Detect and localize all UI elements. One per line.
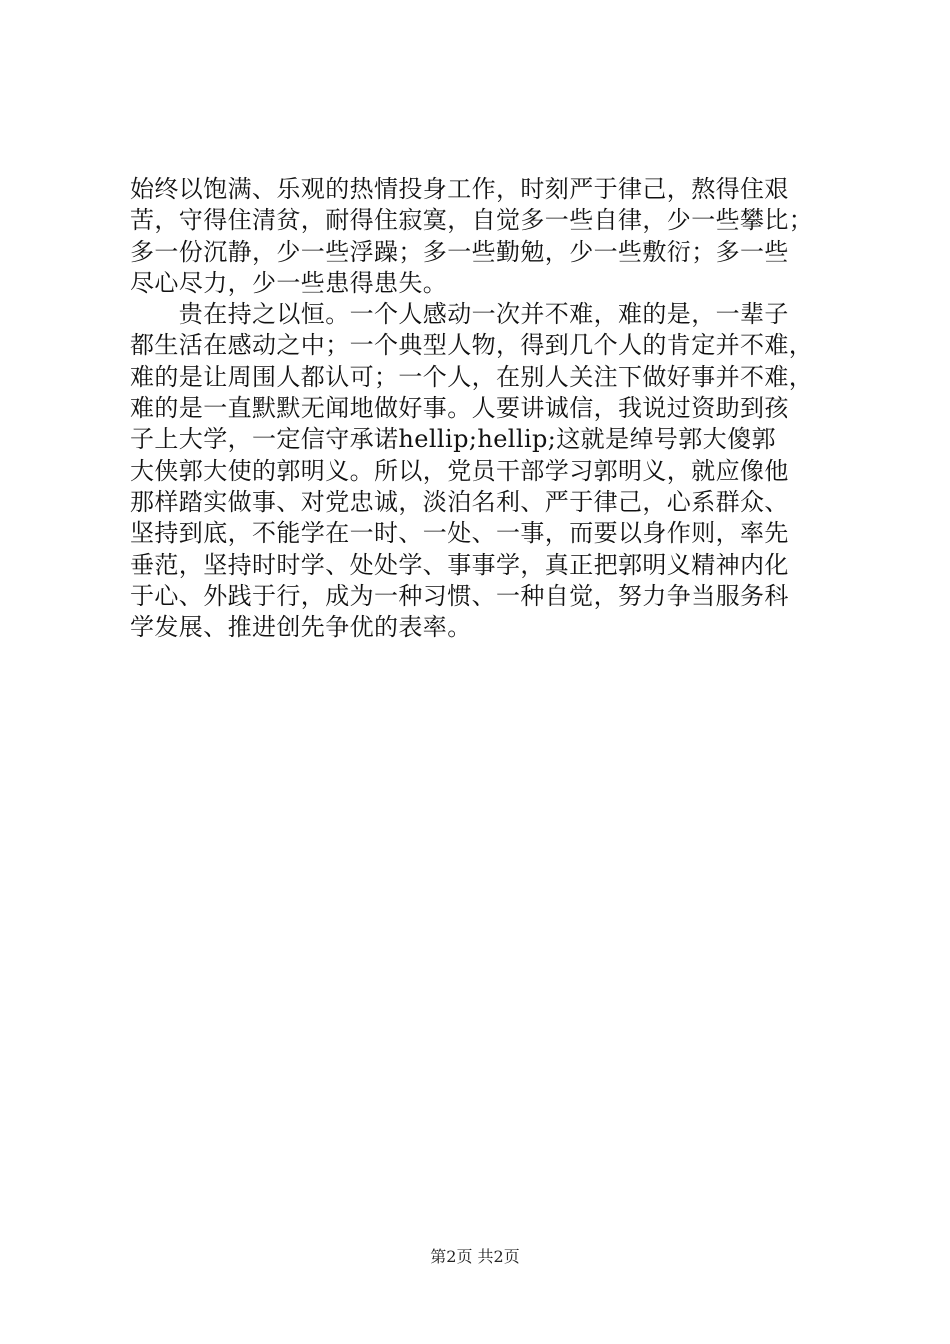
text-line: 都生活在感动之中；一个典型人物，得到几个人的肯定并不难， xyxy=(130,331,814,360)
text-line: 于心、外践于行，成为一种习惯、一种自觉，努力争当服务科 xyxy=(130,581,789,610)
text-line: 尽心尽力，少一些患得患失。 xyxy=(130,268,448,297)
text-line: 苦，守得住清贫，耐得住寂寞，自觉多一些自律，少一些攀比； xyxy=(130,206,814,235)
text-line: 大侠郭大使的郭明义。所以，党员干部学习郭明义，就应像他 xyxy=(130,456,789,485)
text-line: 多一份沉静，少一些浮躁；多一些勤勉，少一些敷衍；多一些 xyxy=(130,237,789,266)
text-line: 那样踏实做事、对党忠诚，淡泊名利、严于律己，心系群众、 xyxy=(130,487,789,516)
text-line: 垂范，坚持时时学、处处学、事事学，真正把郭明义精神内化 xyxy=(130,550,789,579)
text-line: 难的是让周围人都认可；一个人，在别人关注下做好事并不难， xyxy=(130,362,814,391)
text-line: 子上大学，一定信守承诺hellip;hellip;这就是绰号郭大傻郭 xyxy=(130,425,776,454)
text-line: 贵在持之以恒。一个人感动一次并不难，难的是，一辈子 xyxy=(130,300,789,329)
page-footer: 第2页 共2页 xyxy=(430,1247,520,1266)
text-line: 学发展、推进创先争优的表率。 xyxy=(130,613,472,642)
body-text xyxy=(130,174,830,643)
text-line: 难的是一直默默无闻地做好事。人要讲诚信，我说过资助到孩 xyxy=(130,394,789,423)
text-line: 坚持到底，不能学在一时、一处、一事，而要以身作则，率先 xyxy=(130,519,789,548)
text-line: 始终以饱满、乐观的热情投身工作，时刻严于律己，熬得住艰 xyxy=(130,175,789,203)
